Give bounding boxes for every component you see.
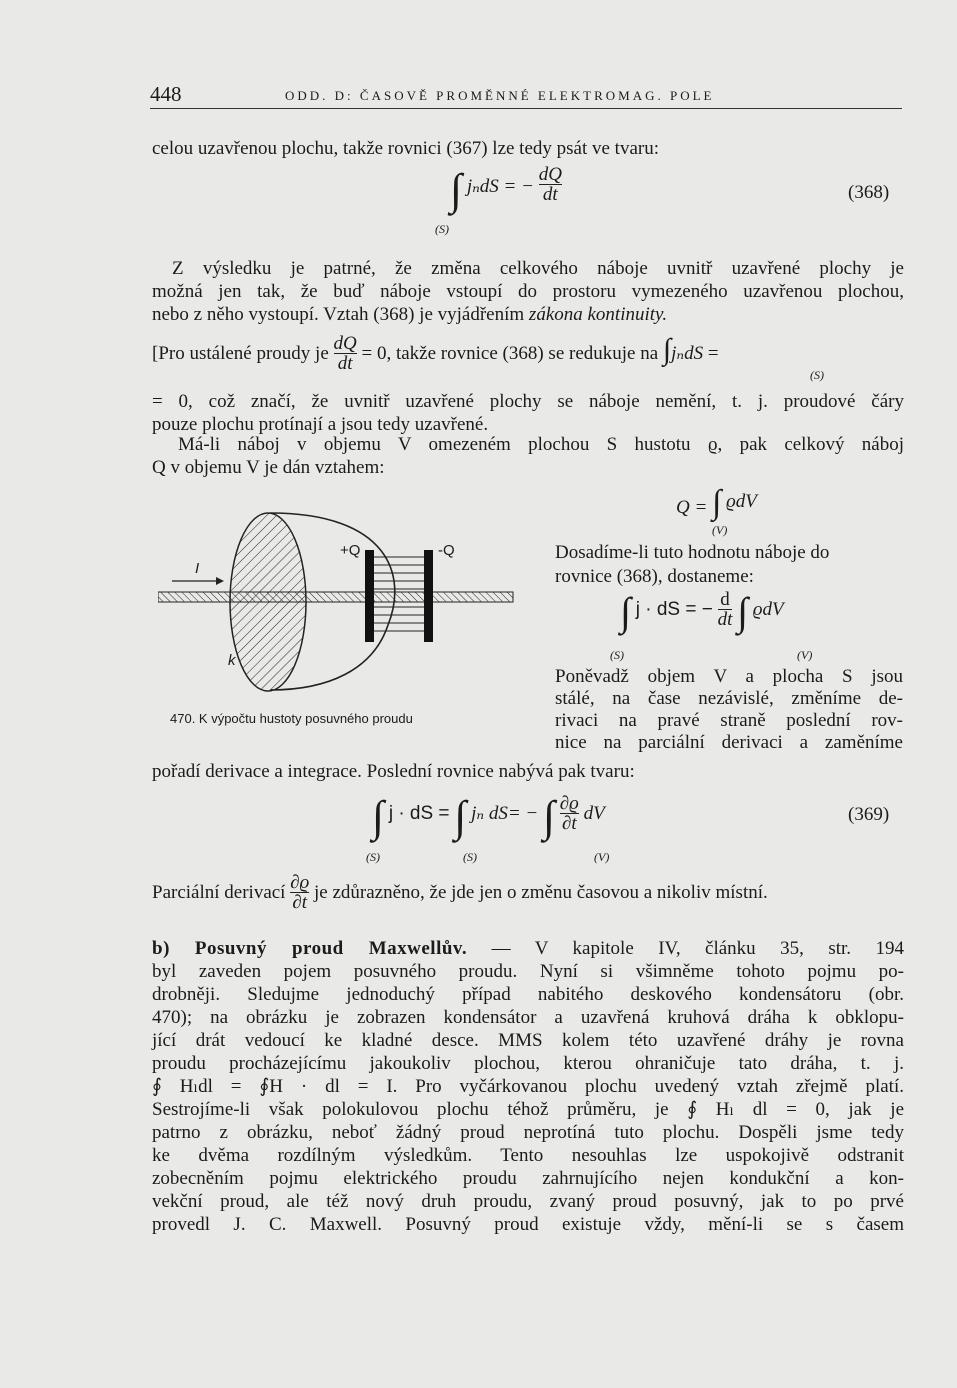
integral-domain: (S) <box>435 222 449 236</box>
text-line: Sestrojíme-li však polokulovou plochu téhož průměru, je ∮ Hₗ dl = 0, jak je <box>152 1099 904 1120</box>
text-line: Má-li náboj v objemu V omezeném plochou S hustotu ϱ, pak celkový náboj <box>178 434 904 455</box>
text-line: Poněvadž objem V a plocha S jsou <box>555 666 903 687</box>
integral-domain: (S) <box>810 368 824 382</box>
inline-fraction: $\frac{dQ}{dt}$ <box>333 333 357 375</box>
text-line: zobecněním pojmu elektrického proudu zahrnujícího nejen kondukční a kon- <box>152 1168 904 1189</box>
integral-domain: (V) <box>594 850 610 864</box>
equation-charge: Q = ∫ ϱdV <box>676 484 757 521</box>
eq-integrand: jₙdS = − <box>466 176 534 197</box>
running-title: ODD. D: ČASOVĚ PROMĚNNÉ ELEKTROMAG. POLE <box>285 88 715 103</box>
text-line: rivaci na pravé straně poslední rov- <box>555 710 903 731</box>
text-line: drobněji. Sledujme jednoduchý případ nabitého deskového kondensátoru (obr. <box>152 984 904 1005</box>
page-number: 448 <box>150 82 182 106</box>
text-line: jící drát vedoucí ke kladné desce. MMS kolem této uzavřené dráhy je rovna <box>152 1030 904 1051</box>
equation-number: (369) <box>848 804 890 825</box>
integral-sign: ∫ <box>450 165 463 214</box>
integral-sign: ∫ <box>662 333 672 366</box>
text-line: nice na parciální derivaci a zaměníme <box>555 732 903 753</box>
text-line: patrno z obrázku, neboť žádný proud neprotíná tuto plochu. Dospěli jsme tedy <box>152 1122 904 1143</box>
integral-domain: (V) <box>797 648 813 662</box>
text-line: celou uzavřenou plochu, takže rovnici (367) lze tedy psát ve tvaru: <box>152 138 659 159</box>
text-line: pořadí derivace a integrace. Poslední rovnice nabývá pak tvaru: <box>152 761 635 782</box>
integral-domain: (S) <box>610 648 624 662</box>
text-line: pouze plochu protínají a jsou tedy uzavřené. <box>152 414 489 435</box>
text-line: ∮ Hₗdl = ∮H · dl = I. Pro vyčárkovanou plochu uvedený vztah zřejmě platí. <box>152 1076 904 1097</box>
hatched-disc <box>230 513 306 691</box>
text-line: [Pro ustálené proudy je $\frac{dQ}{dt}$ = 0, takže rovnice (368) se redukuje na ∫jₙdS = <box>152 333 719 375</box>
text-line: Dosadíme-li tuto hodnotu náboje do <box>555 542 830 563</box>
section-title: b) Posuvný proud Maxwellův. <box>152 938 468 959</box>
text-line: proudu procházejícímu jakoukoliv plochou, kterou ohraničuje tato dráha, t. j. <box>152 1053 904 1074</box>
capacitor-figure <box>158 505 528 705</box>
equation-369: ∫ j · dS = ∫ jₙ dS= − ∫ $\frac{\partial ϱ}{\partial t}$ dV <box>372 792 605 841</box>
text-line: Parciální derivací $\frac{\partial ϱ}{\partial t}$ je zdůrazněno, že jde jen o změnu časovou a nikoliv místní. <box>152 872 768 914</box>
integral-domain: (S) <box>463 850 477 864</box>
label-plus-q: +Q <box>340 542 361 559</box>
label-path-k: k <box>228 652 236 669</box>
text-line: možná jen tak, že buď náboje vstoupí do prostoru vymezeného uzavřenou plochou, <box>152 281 904 302</box>
text-line: 470); na obrázku je zobrazen kondensátor a uzavřená kruhová dráha k obklopu- <box>152 1007 904 1028</box>
text-line: Z výsledku je patrné, že změna celkového náboje uvnitř uzavřené plochy je <box>172 258 904 279</box>
equation-number: (368) <box>848 182 890 203</box>
inline-fraction: $\frac{\partial ϱ}{\partial t}$ <box>290 872 310 914</box>
equation-right: ∫ j · dS = − $\frac{d}{dt}$ ∫ ϱdV <box>620 589 784 634</box>
integral-domain: (S) <box>366 850 380 864</box>
integral-domain: (V) <box>712 523 728 537</box>
eq-fraction: $\frac{dQ}{dt}$ <box>538 164 562 206</box>
wire <box>158 592 513 602</box>
text-line: provedl J. C. Maxwell. Posuvný proud existuje vždy, mění-li se s časem <box>152 1214 904 1235</box>
text-line: Q v objemu V je dán vztahem: <box>152 457 385 478</box>
text-line: = 0, což značí, že uvnitř uzavřené plochy se náboje nemění, t. j. proudové čáry <box>152 391 904 412</box>
figure-caption: 470. K výpočtu hustoty posuvného proudu <box>170 711 413 726</box>
equation-368 <box>450 164 562 219</box>
label-minus-q: -Q <box>438 542 455 559</box>
label-current: I <box>195 560 200 577</box>
plate-negative <box>424 550 433 642</box>
text-line: nebo z něho vystoupí. Vztah (368) je vyjádřením zákona kontinuity. <box>152 304 668 325</box>
section-heading-line: b) Posuvný proud Maxwellův. — V kapitole IV, článku 35, str. 194 <box>152 938 905 959</box>
text-line: vekční proud, ale též nový druh proudu, zvaný proud posuvný, jak to po prvé <box>152 1191 904 1212</box>
plate-positive <box>365 550 374 642</box>
text-line: rovnice (368), dostaneme: <box>555 566 754 587</box>
text-line: byl zaveden pojem posuvného proudu. Nyní si všimněme tohoto pojmu po- <box>152 961 904 982</box>
header-rule <box>150 108 902 109</box>
text-line: stálé, na čase nezávislé, změníme de- <box>555 688 903 709</box>
text-line: ke dvěma rozdílným výsledkům. Tento nesouhlas lze uspokojivě odstranit <box>152 1145 904 1166</box>
